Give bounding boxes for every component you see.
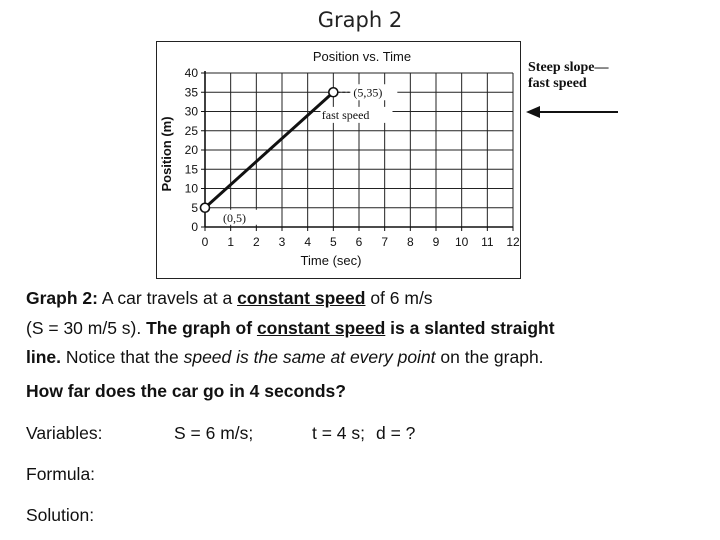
x-tick-label: 10	[454, 235, 469, 249]
left-arrow-icon	[524, 102, 620, 122]
paragraph-line-3	[26, 347, 696, 368]
x-tick-label: 8	[406, 235, 414, 249]
y-axis-label: Position (m)	[159, 116, 174, 192]
side-note	[528, 60, 609, 92]
solution-label: Solution:	[26, 505, 95, 525]
y-tick-label: 30	[184, 104, 198, 119]
x-tick-label: 12	[506, 235, 520, 249]
question: How far does the car go in 4 seconds?	[26, 381, 346, 401]
variables-line	[26, 423, 696, 444]
constant-speed-term-2: constant speed	[256, 318, 386, 338]
y-tick-label: 15	[184, 162, 198, 177]
var-time: t = 4 s;	[312, 423, 366, 443]
annotation-label: (5,35)	[353, 85, 383, 100]
x-axis-label: Time (sec)	[300, 253, 362, 268]
text-p1b: of 6 m/s	[365, 288, 433, 308]
y-tick-label: 5	[191, 200, 198, 215]
y-tick-label: 35	[184, 85, 198, 100]
y-tick-label: 25	[184, 123, 198, 138]
variables-label: Variables:	[26, 423, 103, 443]
text-p3b: line.	[26, 347, 62, 367]
annotation-label: fast speed	[321, 107, 370, 122]
x-tick-label: 2	[252, 235, 260, 249]
text-p3c: on the graph.	[435, 347, 544, 367]
data-point	[329, 88, 338, 97]
paragraph-line-1	[26, 288, 696, 309]
x-tick-label: 7	[381, 235, 389, 249]
x-tick-label: 0	[201, 235, 209, 249]
slide-title: Graph 2	[317, 8, 403, 32]
x-tick-label: 9	[432, 235, 440, 249]
x-tick-label: 4	[304, 235, 312, 249]
x-tick-label: 5	[329, 235, 337, 249]
text-p2b2: is a slanted straight	[385, 318, 555, 338]
x-tick-label: 11	[481, 235, 494, 249]
y-tick-label: 0	[191, 220, 198, 234]
y-tick-label: 20	[184, 143, 198, 157]
graph-label: Graph 2:	[26, 288, 98, 308]
x-tick-label: 3	[278, 235, 286, 249]
chart-title: Position vs. Time	[312, 49, 412, 64]
constant-speed-term: constant speed	[237, 288, 366, 308]
var-distance: d = ?	[376, 423, 416, 443]
side-note-line1: Steep slope—	[528, 60, 609, 75]
chart-svg	[157, 42, 520, 278]
data-point	[201, 203, 210, 212]
annotation-label: (0,5)	[223, 210, 246, 225]
text-p1a: A car travels at a	[97, 288, 238, 308]
side-note-line2: fast speed	[528, 76, 587, 91]
y-tick-label: 40	[184, 66, 198, 80]
formula-label: Formula:	[26, 464, 96, 484]
position-time-chart	[156, 41, 521, 279]
text-p2b1: The graph of	[146, 318, 257, 338]
paragraph-line-2	[26, 318, 696, 339]
x-tick-label: 6	[355, 235, 363, 249]
y-tick-label: 10	[184, 181, 198, 196]
var-speed: S = 6 m/s;	[174, 423, 254, 443]
x-tick-label: 1	[227, 235, 235, 249]
text-p3a: Notice that the	[61, 347, 184, 367]
text-p3i: speed is the same at every point	[183, 347, 436, 367]
text-p2a: (S = 30 m/5 s).	[26, 318, 147, 338]
